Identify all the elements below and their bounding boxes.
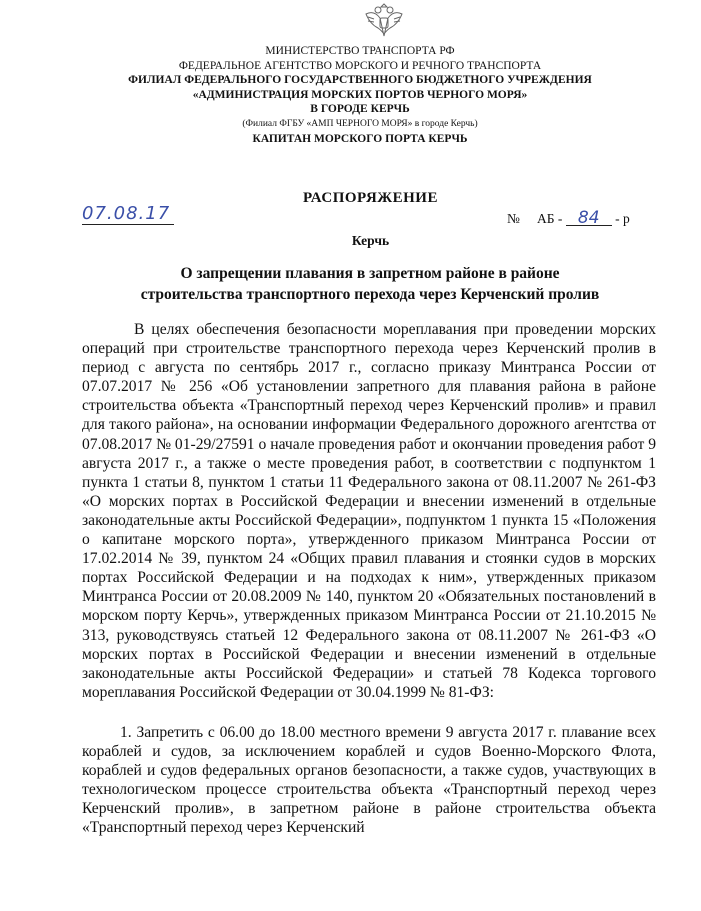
number-prefix: АБ - xyxy=(537,211,563,226)
subject-line-2: строительства транспортного перехода через Керченский пролив xyxy=(140,286,600,303)
preamble-paragraph: В целях обеспечения безопасности мореплавания при проведении морских операций при строительстве транспортного перехода через Керченский пролив в период с августа по сентябрь 2017 г., согласно приказу Минтранса России от 07.07.2017 № 256 «Об установлении запретного для плавания района в районе строительства объекта «Транспортный переход через Керченский пролив» и правил для такого района», на основании информации Федерального дорожного агентства от 07.08.2017 № 01-29/27591 о начале проведения работ и окончании проведения работ 9 августа 2017 г., а также о месте проведения работ, в соответствии с подпунктом 1 пункта 1 статьи 8, пунктом 1 статьи 11 Федерального закона от 08.11.2007 № 261-ФЗ «О морских портах в Российской Федерации и внесении изменений в отдельные законодательные акты Российской Федерации», подпунктом 1 пункта 15 «Положения о капитане морского порта», утвержденного приказом Минтранса России от 17.02.2014 № 39, пунктом 24 «Общих правил плавания и стоянки судов в морских портах Российской Федерации и на подходах к ним», утвержденных приказом Минтранса России от 20.08.2009 № 140, пунктом 20 «Обязательных постановлений в морском порту Керчь», утвержденных приказом Минтранса России от 21.10.2015 № 313, руководствуясь статьей 12 Федерального закона от 08.11.2007 № 261-ФЗ «О морских портах в Российской Федерации и внесении изменений в отдельные законодательные акты Российской Федерации» и статьей 78 Кодекса торгового мореплавания Российской Федерации от 30.04.1999 № 81-ФЗ: xyxy=(82,321,656,701)
document-city: Керчь xyxy=(351,233,390,248)
letterhead-branch: ФИЛИАЛ ФЕДЕРАЛЬНОГО ГОСУДАРСТВЕННОГО БЮДЖЕТНОГО УЧРЕЖДЕНИЯ xyxy=(128,74,592,87)
number-sign: № xyxy=(507,211,520,226)
letterhead-administration: «АДМИНИСТРАЦИЯ МОРСКИХ ПОРТОВ ЧЕРНОГО МОРЯ» xyxy=(192,88,528,101)
coat-of-arms-emblem xyxy=(362,0,406,40)
letterhead-agency: ФЕДЕРАЛЬНОЕ АГЕНТСТВО МОРСКОГО И РЕЧНОГО ТРАНСПОРТА xyxy=(178,59,542,72)
letterhead xyxy=(80,44,640,146)
handwritten-date: 07.08.17 xyxy=(82,204,174,225)
order-item-1: 1. Запретить с 06.00 до 18.00 местного времени 9 августа 2017 г. плавание всех кораблей и судов, за исключением кораблей и судов Военно-Морского Флота, кораблей и судов федеральных органов безопасности, а также судов, участвующих в технологическом процессе строительства объекта «Транспортный переход через Керченский пролив», в запретном районе в районе строительства объекта «Транспортный переход через Керченский xyxy=(82,723,656,837)
subject-line-1: О запрещении плавания в запретном районе в районе xyxy=(180,265,560,282)
letterhead-city: В ГОРОДЕ КЕРЧЬ xyxy=(310,103,410,116)
document-body xyxy=(82,320,656,837)
letterhead-ministry: МИНИСТЕРСТВО ТРАНСПОРТА РФ xyxy=(265,45,455,57)
number-suffix: - р xyxy=(615,211,630,226)
document-number xyxy=(507,208,630,228)
letterhead-captain: КАПИТАН МОРСКОГО ПОРТА КЕРЧЬ xyxy=(252,132,468,145)
handwritten-number: 84 xyxy=(566,211,612,226)
document-subject xyxy=(90,263,650,305)
letterhead-short-name: (Филиал ФГБУ «АМП ЧЕРНОГО МОРЯ» в городе Керчь) xyxy=(242,118,478,129)
document-title: РАСПОРЯЖЕНИЕ xyxy=(303,190,438,206)
